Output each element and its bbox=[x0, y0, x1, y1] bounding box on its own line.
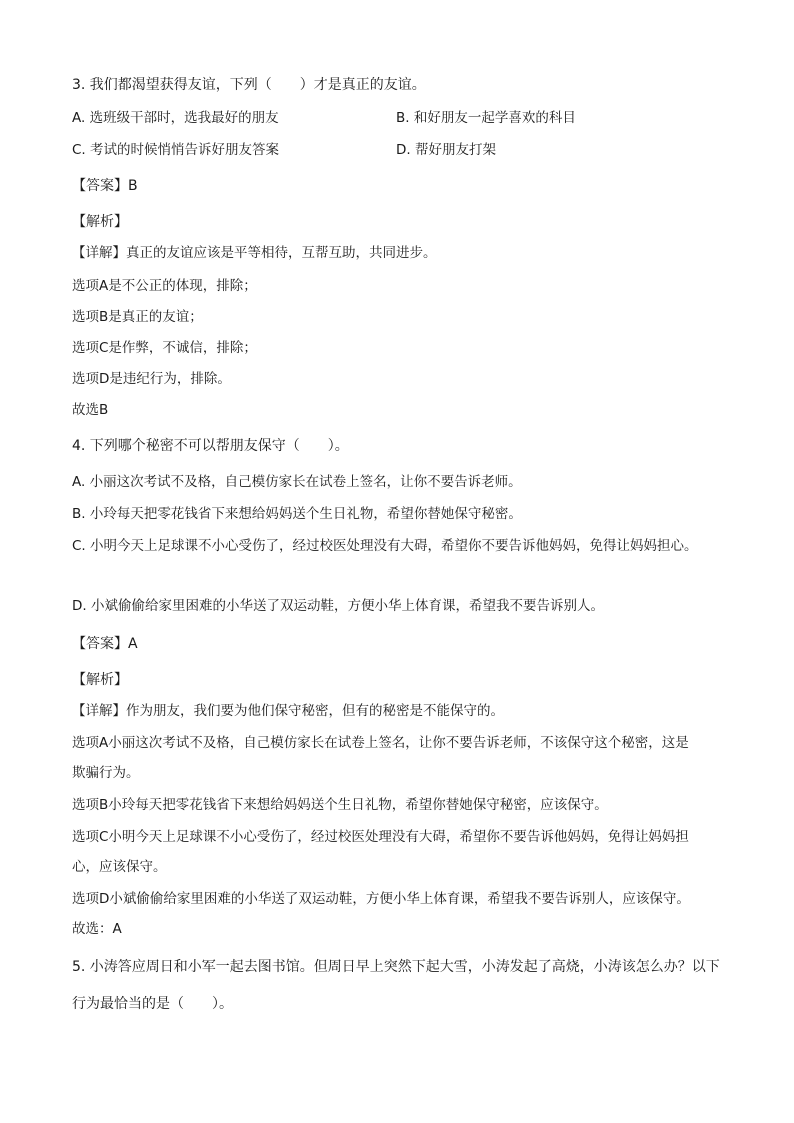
q3-answer-tag: 【答案】B bbox=[72, 178, 138, 194]
q4-explanation-c-line1: 选项C小明今天上足球课不小心受伤了，经过校医处理没有大碍，希望你不要告诉他妈妈，免得让妈妈担 bbox=[72, 829, 689, 845]
q4-explanation-a-line2: 欺骗行为。 bbox=[72, 765, 140, 781]
q3-option-b: B. 和好朋友一起学喜欢的科目 bbox=[396, 110, 576, 126]
q4-option-b: B. 小玲每天把零花钱省下来想给妈妈送个生日礼物，希望你替她保守秘密。 bbox=[72, 506, 522, 522]
q4-option-a: A. 小丽这次考试不及格，自己模仿家长在试卷上签名，让你不要告诉老师。 bbox=[72, 474, 522, 490]
question-3-stem: 3. 我们都渴望获得友谊，下列（ ）才是真正的友谊。 bbox=[72, 77, 426, 93]
q3-analysis-tag: 【解析】 bbox=[72, 214, 128, 230]
q3-conclusion: 故选B bbox=[72, 402, 109, 418]
q4-explanation-b: 选项B小玲每天把零花钱省下来想给妈妈送个生日礼物，希望你替她保守秘密，应该保守。 bbox=[72, 797, 608, 813]
q3-option-d: D. 帮好朋友打架 bbox=[396, 142, 496, 158]
question-4-stem: 4. 下列哪个秘密不可以帮朋友保守（ ）。 bbox=[72, 438, 349, 454]
q4-option-d: D. 小斌偷偷给家里困难的小华送了双运动鞋，方便小华上体育课，希望我不要告诉别人。 bbox=[72, 598, 604, 614]
q4-answer-tag: 【答案】A bbox=[72, 636, 138, 652]
q4-analysis-tag: 【解析】 bbox=[72, 672, 128, 688]
q4-explanation-c-line2: 心，应该保守。 bbox=[72, 859, 167, 875]
q3-explanation-d: 选项D是违纪行为，排除。 bbox=[72, 371, 231, 387]
q3-option-a: A. 选班级干部时，选我最好的朋友 bbox=[72, 110, 279, 126]
q4-explanation-d: 选项D小斌偷偷给家里困难的小华送了双运动鞋，方便小华上体育课，希望我不要告诉别人，应该保守。 bbox=[72, 891, 690, 907]
q3-explanation-a: 选项A是不公正的体现，排除； bbox=[72, 278, 257, 294]
q3-explanation-b: 选项B是真正的友谊； bbox=[72, 309, 203, 325]
q4-explanation-a-line1: 选项A小丽这次考试不及格，自己模仿家长在试卷上签名，让你不要告诉老师，不该保守这个秘密，这是 bbox=[72, 735, 689, 751]
q3-explanation-c: 选项C是作弊，不诚信，排除； bbox=[72, 340, 257, 356]
question-5-stem-line1: 5. 小涛答应周日和小军一起去图书馆。但周日早上突然下起大雪，小涛发起了高烧，小涛该怎么办？以下 bbox=[72, 959, 720, 975]
question-5-stem-line2: 行为最恰当的是（ ）。 bbox=[72, 996, 233, 1012]
q4-detail: 【详解】作为朋友，我们要为他们保守秘密，但有的秘密是不能保守的。 bbox=[72, 703, 504, 719]
q3-option-c: C. 考试的时候悄悄告诉好朋友答案 bbox=[72, 142, 280, 158]
q4-option-c: C. 小明今天上足球课不小心受伤了，经过校医处理没有大碍，希望你不要告诉他妈妈，免得让妈妈担心。 bbox=[72, 538, 698, 554]
q3-detail: 【详解】真正的友谊应该是平等相待，互帮互助，共同进步。 bbox=[72, 245, 437, 261]
q4-conclusion: 故选：A bbox=[72, 921, 122, 937]
